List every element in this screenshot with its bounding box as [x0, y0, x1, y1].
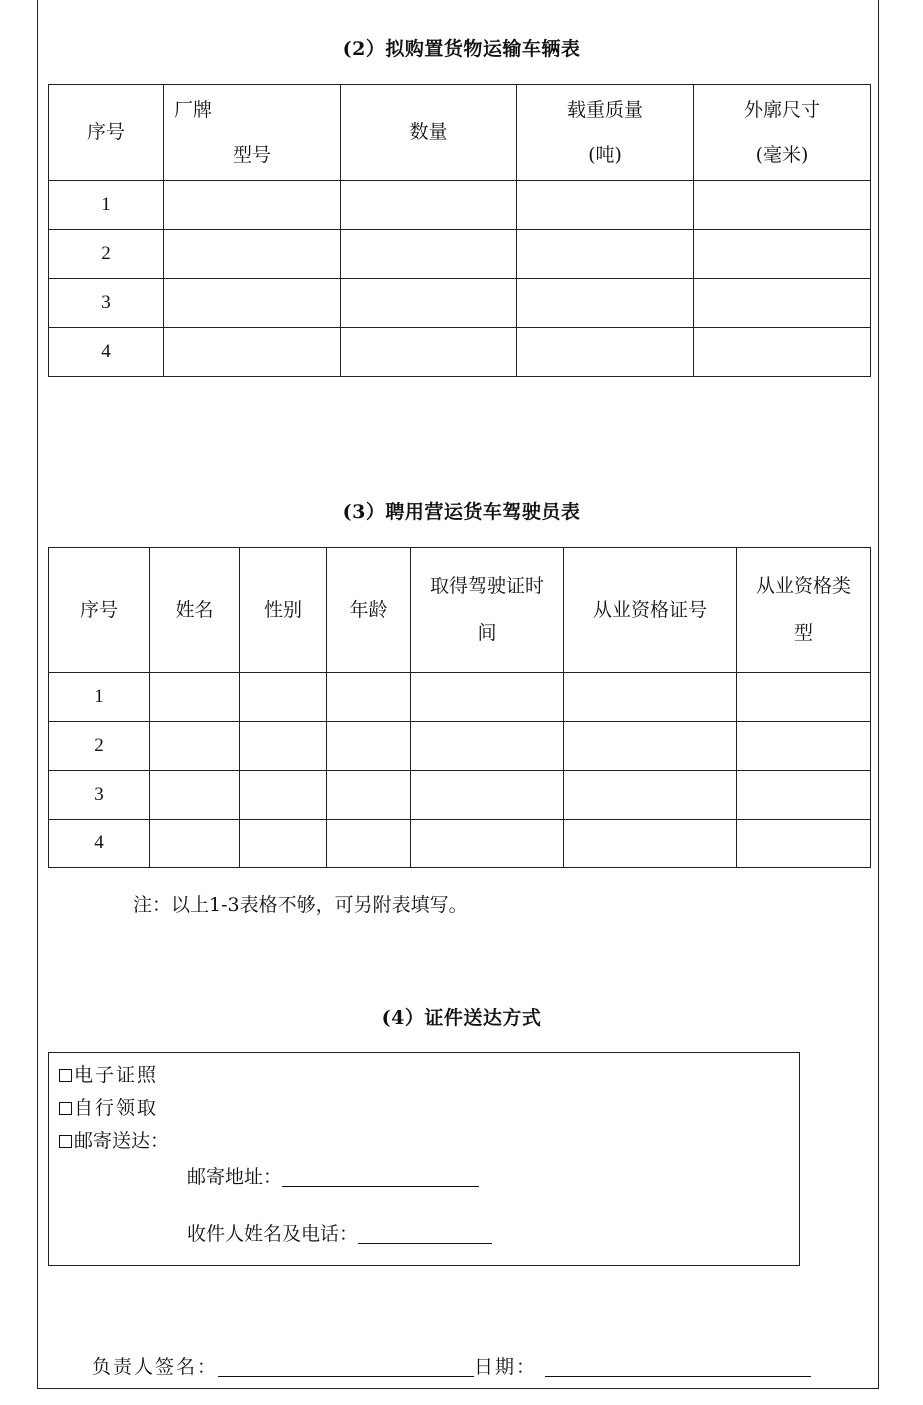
checkbox-icon[interactable] — [59, 1069, 72, 1082]
input-cell[interactable] — [150, 673, 240, 722]
table-row — [49, 673, 871, 722]
option-self-pickup-label: 自行领取 — [74, 1097, 159, 1119]
input-cell[interactable] — [737, 722, 871, 771]
driver-table-header — [49, 548, 871, 673]
recipient-label: 收件人姓名及电话： — [187, 1223, 359, 1245]
header-name: 姓名 — [150, 548, 240, 673]
header-load-bottom: (吨) — [588, 143, 622, 166]
signature-label: 负责人签名： — [92, 1356, 219, 1378]
input-cell[interactable] — [150, 820, 240, 868]
table-row — [49, 279, 871, 328]
input-cell[interactable] — [564, 820, 737, 868]
input-cell[interactable] — [164, 230, 341, 279]
input-cell[interactable] — [327, 722, 411, 771]
input-cell[interactable] — [150, 771, 240, 820]
header-cert-type — [737, 548, 871, 673]
row-number: 4 — [49, 820, 150, 868]
input-cell[interactable] — [341, 328, 517, 377]
table-row — [49, 722, 871, 771]
date-field[interactable] — [545, 1376, 811, 1377]
header-cert-type-bottom: 型 — [793, 622, 813, 644]
input-cell[interactable] — [240, 673, 327, 722]
vehicle-table-header — [49, 85, 871, 181]
input-cell[interactable] — [694, 230, 871, 279]
header-quantity: 数量 — [341, 85, 517, 181]
input-cell[interactable] — [240, 771, 327, 820]
header-load — [517, 85, 694, 181]
input-cell[interactable] — [694, 181, 871, 230]
table-row — [49, 181, 871, 230]
header-cert-type-top: 从业资格类 — [755, 575, 851, 598]
signature-row — [92, 1352, 811, 1379]
row-number: 2 — [49, 230, 164, 279]
row-number: 4 — [49, 328, 164, 377]
vehicle-table — [48, 84, 871, 377]
checkbox-icon[interactable] — [59, 1135, 72, 1148]
section2-title: (2）拟购置货物运输车辆表 — [342, 38, 581, 60]
input-cell[interactable] — [517, 279, 694, 328]
mail-address-field[interactable] — [282, 1186, 479, 1187]
table-row — [49, 230, 871, 279]
input-cell[interactable] — [327, 820, 411, 868]
header-brand-top: 厂牌 — [174, 98, 213, 121]
input-cell[interactable] — [737, 771, 871, 820]
input-cell[interactable] — [327, 673, 411, 722]
header-gender: 性别 — [240, 548, 327, 673]
input-cell[interactable] — [737, 820, 871, 868]
checkbox-icon[interactable] — [59, 1102, 72, 1115]
input-cell[interactable] — [164, 328, 341, 377]
header-license-date — [411, 548, 564, 673]
input-cell[interactable] — [341, 279, 517, 328]
option-mail-label: 邮寄送达： — [74, 1130, 170, 1152]
mail-address-row — [187, 1162, 479, 1189]
input-cell[interactable] — [341, 181, 517, 230]
signature-field[interactable] — [218, 1376, 474, 1377]
header-brand-bottom: 型号 — [232, 143, 271, 166]
table-note: 注：以上1-3表格不够，可另附表填写。 — [133, 894, 468, 916]
option-electronic[interactable] — [59, 1060, 158, 1087]
option-mail[interactable] — [59, 1126, 169, 1153]
input-cell[interactable] — [411, 673, 564, 722]
header-size — [694, 85, 871, 181]
row-number: 1 — [49, 181, 164, 230]
table-row — [49, 771, 871, 820]
header-cert-no: 从业资格证号 — [564, 548, 737, 673]
input-cell[interactable] — [341, 230, 517, 279]
input-cell[interactable] — [694, 279, 871, 328]
section3-title: (3）聘用营运货车驾驶员表 — [342, 501, 581, 523]
recipient-row — [187, 1219, 492, 1246]
input-cell[interactable] — [517, 181, 694, 230]
input-cell[interactable] — [737, 673, 871, 722]
driver-table — [48, 547, 871, 868]
input-cell[interactable] — [564, 771, 737, 820]
row-number: 2 — [49, 722, 150, 771]
delivery-method-box — [48, 1052, 800, 1266]
input-cell[interactable] — [240, 722, 327, 771]
input-cell[interactable] — [517, 230, 694, 279]
row-number: 3 — [49, 279, 164, 328]
header-license-bottom: 间 — [477, 622, 497, 644]
header-age: 年龄 — [327, 548, 411, 673]
row-number: 3 — [49, 771, 150, 820]
header-license-top: 取得驾驶证时 — [429, 575, 544, 598]
input-cell[interactable] — [411, 820, 564, 868]
table-row — [49, 328, 871, 377]
header-load-top: 载重质量 — [566, 98, 643, 121]
date-label: 日期： — [474, 1356, 538, 1378]
input-cell[interactable] — [411, 771, 564, 820]
input-cell[interactable] — [150, 722, 240, 771]
input-cell[interactable] — [564, 722, 737, 771]
option-electronic-label: 电子证照 — [74, 1064, 159, 1086]
input-cell[interactable] — [240, 820, 327, 868]
input-cell[interactable] — [564, 673, 737, 722]
header-size-top: 外廓尺寸 — [743, 98, 820, 121]
header-size-bottom: (毫米) — [755, 143, 809, 166]
section4-title: (4）证件送达方式 — [381, 1007, 542, 1029]
mail-address-label: 邮寄地址： — [187, 1166, 283, 1188]
header-brand — [164, 85, 341, 181]
input-cell[interactable] — [327, 771, 411, 820]
table-row — [49, 820, 871, 868]
recipient-field[interactable] — [358, 1243, 492, 1244]
input-cell[interactable] — [164, 279, 341, 328]
row-number: 1 — [49, 673, 150, 722]
input-cell[interactable] — [411, 722, 564, 771]
option-self-pickup[interactable] — [59, 1093, 158, 1120]
input-cell[interactable] — [164, 181, 341, 230]
header-seq: 序号 — [49, 85, 164, 181]
header-seq: 序号 — [49, 548, 150, 673]
input-cell[interactable] — [517, 328, 694, 377]
input-cell[interactable] — [694, 328, 871, 377]
